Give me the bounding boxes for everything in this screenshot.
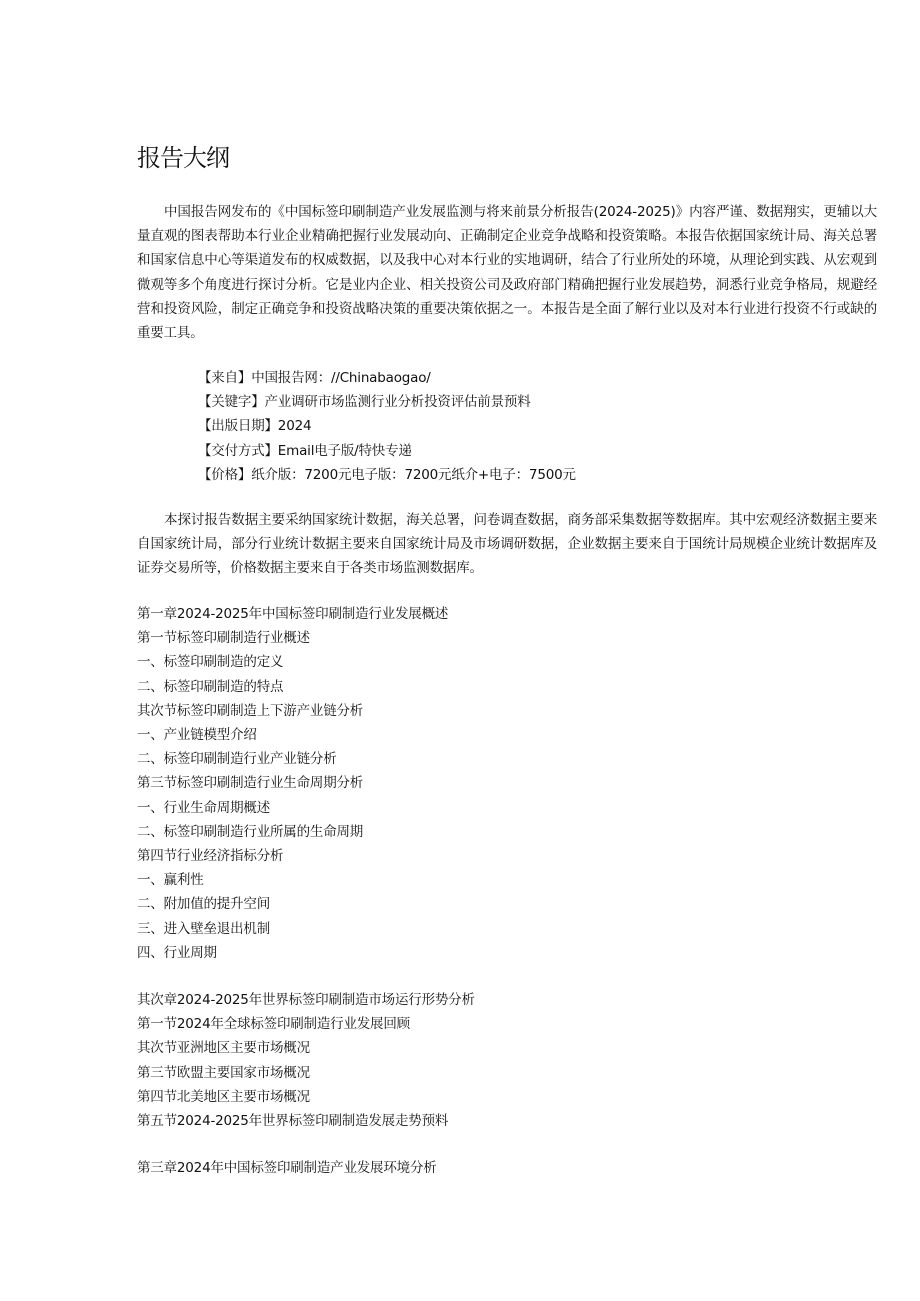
meta-delivery: 【交付方式】Email电子版/特快专递 [198,442,412,459]
toc-section: 第三节标签印刷制造行业生命周期分析 [137,775,364,792]
meta-keywords: 【关键字】产业调研市场监测行业分析投资评估前景预料 [198,394,531,411]
toc-item: 三、进入壁垒退出机制 [137,920,270,937]
toc-section: 其次节亚洲地区主要市场概况 [137,1040,310,1057]
toc-item: 一、赢利性 [137,872,204,889]
toc-chapter-1 [137,602,448,965]
toc-section: 第四节行业经济指标分析 [137,848,284,865]
toc-chapter-3 [137,1156,437,1180]
toc-item: 一、产业链模型介绍 [137,727,257,744]
meta-publish-date: 【出版日期】2024 [198,418,312,435]
toc-section: 第一节标签印刷制造行业概述 [137,630,310,647]
meta-source: 【来自】中国报告网：//Chinabaogao/ [198,370,431,386]
toc-section: 第三节欧盟主要国家市场概况 [137,1064,310,1081]
page-title: 报告大纲 [137,144,229,172]
report-meta-list [198,366,576,487]
toc-chapter-heading: 其次章2024-2025年世界标签印刷制造市场运行形势分析 [137,992,475,1008]
toc-item: 二、附加值的提升空间 [137,896,270,913]
toc-chapter-heading: 第一章2024-2025年中国标签印刷制造行业发展概述 [137,606,449,622]
toc-item: 二、标签印刷制造的特点 [137,678,284,695]
meta-price: 【价格】纸介版：7200元电子版：7200元纸介+电子：7500元 [198,466,576,483]
toc-item: 二、标签印刷制造行业产业链分析 [137,751,337,768]
data-source-paragraph: 本探讨报告数据主要采纳国家统计数据，海关总署，问卷调查数据，商务部采集数据等数据库。其中宏观经济数据主要来自国家统计局，部分行业统计数据主要来自国家统计局及市场调研数据，企业数据主要来自于国统计局规模企业统计数据库及证券交易所等，价格数据主要来自于各类市场监测数据库。 [137,512,877,577]
toc-section: 第四节北美地区主要市场概况 [137,1088,310,1105]
toc-item: 四、行业周期 [137,944,217,961]
toc-item: 二、标签印刷制造行业所属的生命周期 [137,823,364,840]
toc-section: 其次节标签印刷制造上下游产业链分析 [137,702,364,719]
toc-item: 一、行业生命周期概述 [137,799,270,816]
toc-item: 一、标签印刷制造的定义 [137,654,284,671]
intro-paragraph: 中国报告网发布的《中国标签印刷制造产业发展监测与将来前景分析报告(2024-2025)》内容严谨、数据翔实，更辅以大量直观的图表帮助本行业企业精确把握行业发展动向、正确制定企业竞争战略和投资策略。本报告依据国家统计局、海关总署和国家信息中心等渠道发布的权威数据，以及我中心对本行业的实地调研，结合了行业所处的环境，从理论到实践、从宏观到微观等多个角度进行探讨分析。它是业内企业、相关投资公司及政府部门精确把握行业发展趋势，洞悉行业竞争格局，规避经营和投资风险，制定正确竞争和投资战略决策的重要决策依据之一。本报告是全面了解行业以及对本行业进行投资不行或缺的重要工具。 [137,204,877,342]
toc-section: 第一节2024年全球标签印刷制造行业发展回顾 [137,1016,410,1033]
toc-chapter-2 [137,988,475,1133]
toc-chapter-heading: 第三章2024年中国标签印刷制造产业发展环境分析 [137,1160,437,1176]
toc-section: 第五节2024-2025年世界标签印刷制造发展走势预料 [137,1113,449,1130]
